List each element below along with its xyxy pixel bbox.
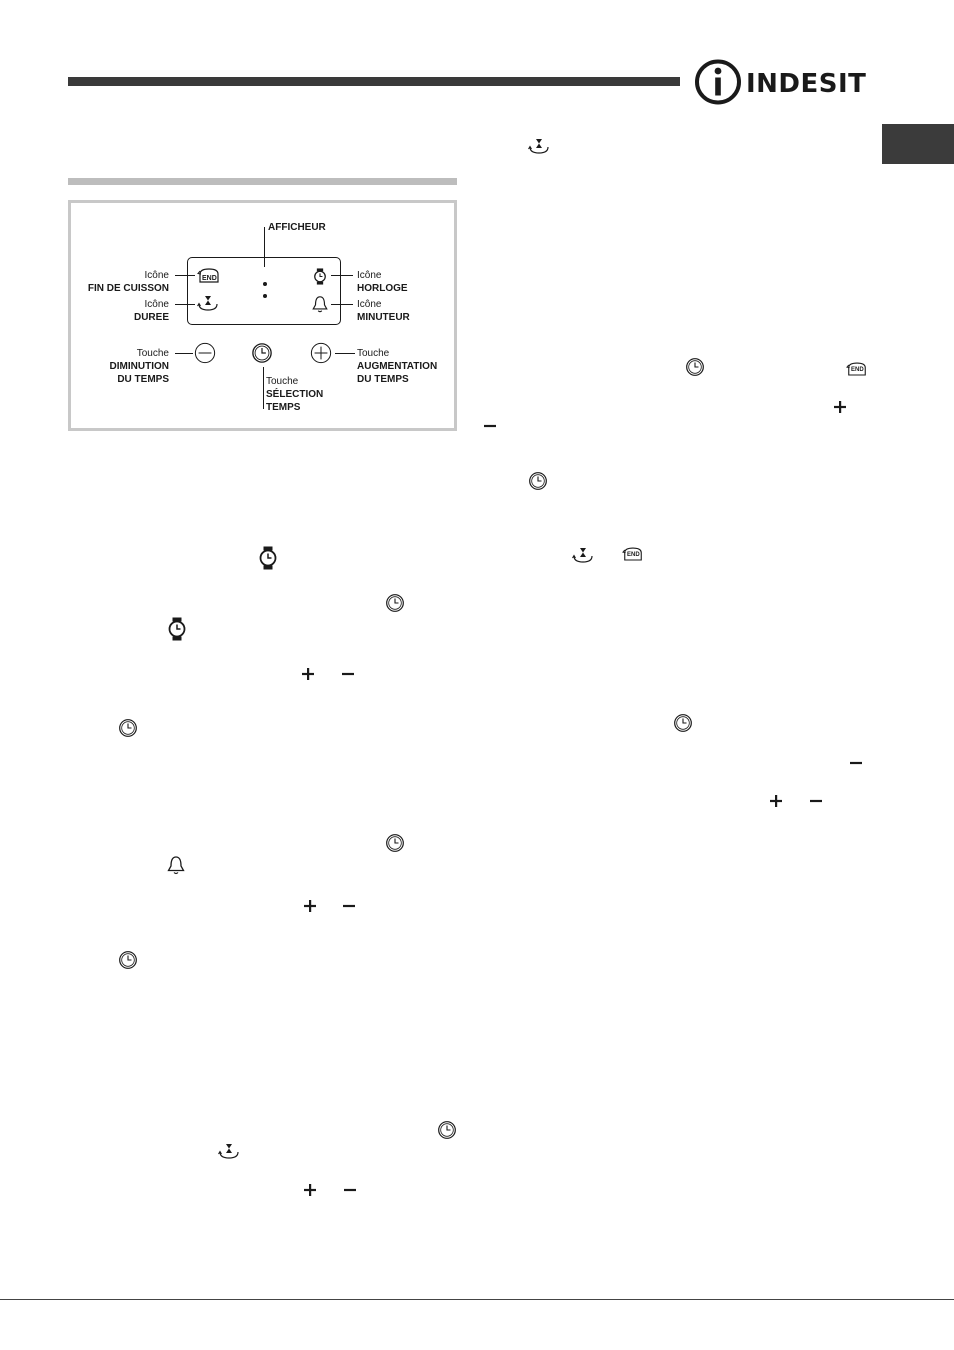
plus-icon: [834, 401, 846, 413]
display-colon-top: [263, 282, 267, 286]
label-fin-de-cuisson: Icône FIN DE CUISSON: [87, 270, 169, 294]
label-augmentation: Touche AUGMENTATION DU TEMPS: [357, 348, 438, 385]
minus-icon: [810, 795, 822, 807]
select-time-icon: [385, 593, 405, 613]
display-colon-bottom: [263, 294, 267, 298]
afficheur-leader: [264, 227, 265, 267]
leader-minus: [175, 353, 193, 354]
plus-icon: [770, 795, 782, 807]
afficheur-label: AFFICHEUR: [268, 222, 326, 233]
language-tab: [882, 124, 954, 164]
indesit-logo: [694, 58, 874, 106]
select-time-icon: [385, 833, 405, 853]
end-badge-text: END: [851, 367, 864, 373]
end-badge-text: END: [202, 275, 217, 282]
leader-end: [175, 275, 195, 276]
label-diminution: Touche DIMINUTION DU TEMPS: [109, 348, 169, 385]
minus-icon: [484, 420, 496, 432]
select-time-icon: [118, 950, 138, 970]
select-time-icon: [437, 1120, 457, 1140]
svg-text:INDESIT: INDESIT: [746, 69, 867, 99]
bell-icon: [166, 855, 186, 875]
duration-icon: [572, 547, 594, 563]
label-horloge: Icône HORLOGE: [357, 270, 408, 294]
select-time-button[interactable]: [251, 342, 273, 364]
plus-icon: [302, 668, 314, 680]
leader-selection: [263, 367, 264, 409]
minus-icon: [342, 668, 354, 680]
minus-button[interactable]: [194, 342, 216, 364]
end-badge-text: END: [627, 552, 640, 558]
footer-rule: [0, 1299, 954, 1300]
minus-icon: [344, 1184, 356, 1196]
plus-icon: [304, 900, 316, 912]
leader-horloge: [331, 275, 353, 276]
minus-icon: [343, 900, 355, 912]
leader-minuteur: [331, 304, 353, 305]
label-duree: Icône DUREE: [133, 299, 169, 323]
label-selection-temps: Touche SÉLECTION TEMPS: [266, 376, 324, 413]
leader-duree: [175, 304, 195, 305]
plus-button[interactable]: [310, 342, 332, 364]
select-time-icon: [528, 471, 548, 491]
duration-icon: [197, 295, 219, 311]
select-time-icon: [118, 718, 138, 738]
bell-icon: [311, 295, 329, 313]
select-time-icon: [673, 713, 693, 733]
section-rule: [68, 178, 457, 185]
indesit-logo-graphic: [694, 58, 874, 106]
clock-icon: [258, 544, 278, 572]
clock-icon: [167, 615, 187, 643]
plus-icon: [304, 1184, 316, 1196]
label-minuteur: Icône MINUTEUR: [357, 299, 410, 323]
clock-icon: [313, 268, 327, 285]
header-rule: [68, 77, 680, 86]
select-time-icon: [685, 357, 705, 377]
control-panel-diagram: [68, 200, 457, 431]
duration-icon: [218, 1143, 240, 1159]
leader-plus: [335, 353, 355, 354]
duration-icon: [528, 138, 550, 154]
minus-icon: [850, 757, 862, 769]
